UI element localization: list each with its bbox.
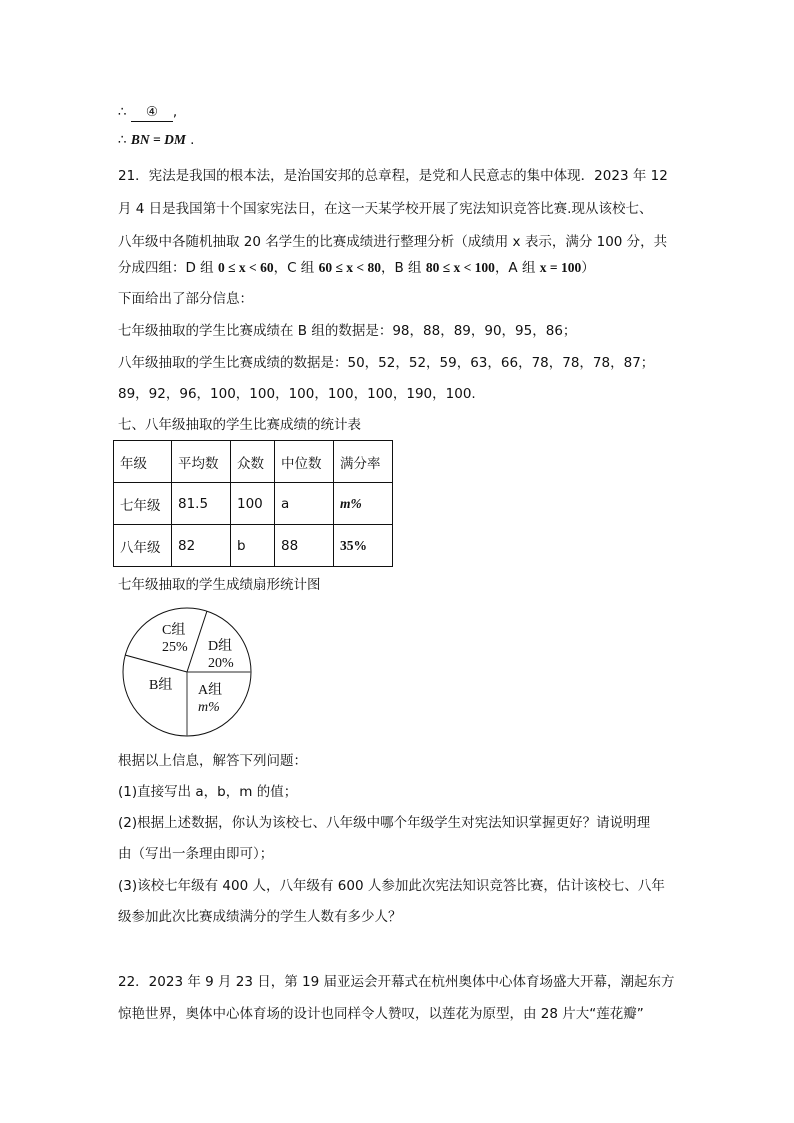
sub-question-1: (1)直接写出 a，b，m 的值； bbox=[118, 784, 298, 800]
group-b-range: 80 ≤ x < 100 bbox=[425, 260, 495, 275]
therefore-symbol: ∴ bbox=[118, 132, 127, 148]
table-header-row bbox=[114, 441, 393, 483]
prev-answer-line-1 bbox=[118, 103, 177, 122]
table-title: 七、八年级抽取的学生比赛成绩的统计表 bbox=[118, 417, 361, 433]
table-cell: b bbox=[231, 525, 275, 567]
answer-blank: ④ bbox=[131, 103, 173, 122]
group-d-range: 0 ≤ x < 60 bbox=[217, 260, 274, 275]
slice-a-value: m% bbox=[198, 700, 220, 715]
q22-line-2: 惊艳世界，奥体中心体育场的设计也同样令人赞叹，以莲花为原型，由 28 片大“莲花瓣” bbox=[118, 1006, 644, 1022]
table-header-cell: 年级 bbox=[114, 441, 172, 483]
slice-c-value: 25% bbox=[162, 640, 188, 655]
answer-intro: 根据以上信息，解答下列问题： bbox=[118, 753, 307, 769]
q21-line-2: 月 4 日是我国第十个国家宪法日，在这一天某学校开展了宪法知识竞答比赛.现从该校七、 bbox=[118, 201, 653, 217]
table-header-cell: 众数 bbox=[231, 441, 275, 483]
grade7-b-data: 七年级抽取的学生比赛成绩在 B 组的数据是：98，88，89，90，95，86； bbox=[118, 323, 577, 339]
sub-question-2-line-1: (2)根据上述数据，你认为该校七、八年级中哪个年级学生对宪法知识掌握更好？请说明理 bbox=[118, 815, 651, 831]
punctuation: , bbox=[172, 104, 178, 120]
sub-question-3-line-1: (3)该校七年级有 400 人，八年级有 600 人参加此次宪法知识竞答比赛，估计该校七、八年 bbox=[118, 878, 665, 894]
groups-prefix: 分成四组： bbox=[118, 260, 186, 276]
slice-d-label: D组 bbox=[208, 639, 233, 654]
table-cell: a bbox=[275, 483, 334, 525]
group-a-range: x = 100 bbox=[539, 260, 582, 275]
group-b-label: ，B 组 bbox=[380, 260, 422, 276]
therefore-symbol: ∴ bbox=[118, 104, 127, 120]
table-row bbox=[114, 483, 393, 525]
stats-table bbox=[113, 440, 393, 567]
group-a-label: ，A 组 bbox=[494, 260, 536, 276]
group-c-label: ，C 组 bbox=[273, 260, 315, 276]
q21-line-3: 八年级中各随机抽取 20 名学生的比赛成绩进行整理分析（成绩用 x 表示，满分 100 分，共 bbox=[118, 234, 668, 250]
grade8-data-1: 八年级抽取的学生比赛成绩的数据是：50，52，52，59，63，66，78，78，78，87； bbox=[118, 355, 655, 371]
info-intro: 下面给出了部分信息： bbox=[118, 291, 253, 307]
table-cell: m% bbox=[334, 483, 393, 525]
table-cell: 100 bbox=[231, 483, 275, 525]
q22-line-1: 22．2023 年 9 月 23 日，第 19 届亚运会开幕式在杭州奥体中心体育场盛大开幕，潮起东方 bbox=[118, 974, 675, 990]
pie-chart bbox=[118, 605, 258, 740]
group-c-range: 60 ≤ x < 80 bbox=[318, 260, 381, 275]
sub-question-3-line-2: 级参加此次比赛成绩满分的学生人数有多少人？ bbox=[118, 909, 402, 925]
slice-a-label: A组 bbox=[198, 683, 223, 698]
punctuation: . bbox=[190, 132, 195, 148]
table-cell: 88 bbox=[275, 525, 334, 567]
table-row bbox=[114, 525, 393, 567]
q21-line-1: 21．宪法是我国的根本法，是治国安邦的总章程，是党和人民意志的集中体现．2023 年 12 bbox=[118, 168, 668, 184]
table-cell: 35% bbox=[334, 525, 393, 567]
table-cell: 81.5 bbox=[172, 483, 231, 525]
table-header-cell: 满分率 bbox=[334, 441, 393, 483]
q21-groups-line bbox=[118, 259, 595, 277]
slice-b-label: B组 bbox=[149, 678, 173, 693]
math-expression: BN = DM bbox=[130, 132, 186, 147]
slice-d-value: 20% bbox=[208, 656, 234, 671]
prev-answer-line-2 bbox=[118, 131, 194, 149]
table-cell: 七年级 bbox=[114, 483, 172, 525]
table-cell: 八年级 bbox=[114, 525, 172, 567]
table-header-cell: 中位数 bbox=[275, 441, 334, 483]
grade8-data-2: 89，92，96，100，100，100，100，100，190，100. bbox=[118, 386, 476, 402]
table-cell: 82 bbox=[172, 525, 231, 567]
slice-c-label: C组 bbox=[162, 623, 186, 638]
groups-suffix: ） bbox=[581, 260, 595, 276]
pie-title: 七年级抽取的学生成绩扇形统计图 bbox=[118, 577, 321, 593]
sub-question-2-line-2: 由（写出一条理由即可）； bbox=[118, 846, 274, 862]
table-header-cell: 平均数 bbox=[172, 441, 231, 483]
group-d-label: D 组 bbox=[185, 260, 214, 276]
